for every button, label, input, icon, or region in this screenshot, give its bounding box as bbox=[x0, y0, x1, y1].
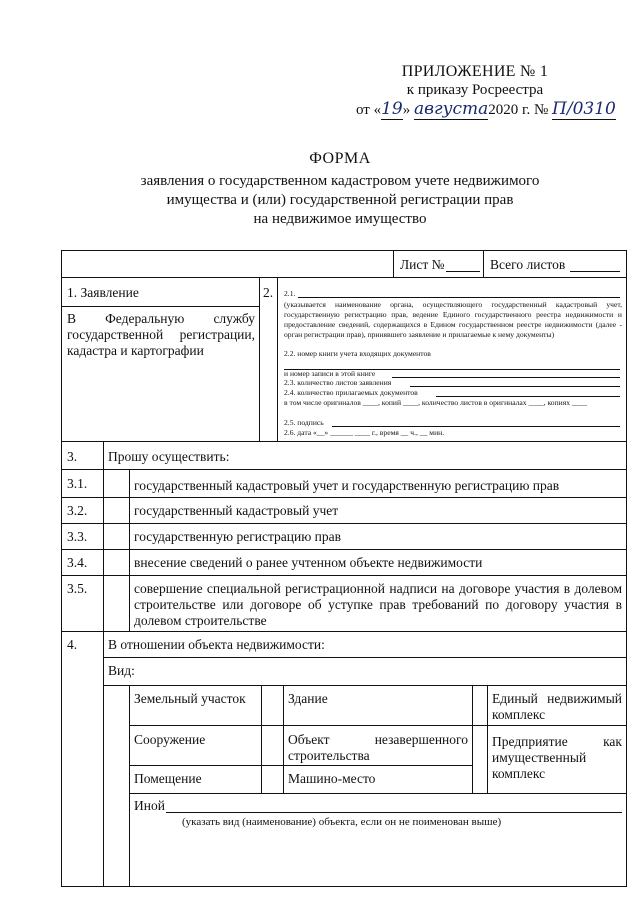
kind-building: Здание bbox=[288, 691, 328, 706]
section-3-label: Прошу осуществить: bbox=[108, 449, 230, 464]
recipient-agency: В Федеральную службу государственной регистрации, кадастра и картографии bbox=[67, 311, 255, 358]
section-2-number: 2. bbox=[263, 285, 274, 300]
field-2-3-label: 2.3. количество листов заявления bbox=[284, 378, 392, 387]
option-3-5-text: совершение специальной регистрационной надписи на договоре участия в долевом строительстве или договоре об уступке прав требований по договору участия в долевом строительстве bbox=[134, 581, 622, 628]
field-2-6-label: 2.6. дата «__» ______ ____ г., время __ ч., __ мин. bbox=[284, 428, 445, 437]
field-2-4-details: в том числе оригиналов ____, копий ____, количество листов в оригиналах ____, копиях ____ bbox=[284, 398, 588, 407]
field-2-4-label: 2.4. количество прилагаемых документов bbox=[284, 388, 418, 397]
kind-enterprise: Предприятие как имущественный комплекс bbox=[492, 734, 622, 781]
option-3-2-number: 3.2. bbox=[67, 503, 88, 518]
order-quote: » bbox=[402, 102, 411, 118]
section-4-label: В отношении объекта недвижимости: bbox=[108, 637, 325, 652]
order-header bbox=[330, 62, 620, 120]
order-reference: к приказу Росреестра bbox=[406, 82, 544, 98]
option-3-3-number: 3.3. bbox=[67, 529, 88, 544]
kind-unfinished-construction: Объект незавершенного строительства bbox=[288, 732, 468, 763]
option-3-1-number: 3.1. bbox=[67, 476, 88, 491]
form-subtitle-1: заявления о государственном кадастровом учете недвижимого bbox=[140, 173, 540, 189]
field-2-2-label: 2.2. номер книги учета входящих документов bbox=[284, 349, 431, 358]
kind-structure: Сооружение bbox=[134, 732, 206, 747]
kind-other-label: Иной bbox=[134, 798, 165, 813]
order-from: от « bbox=[356, 102, 382, 118]
form-subtitle-2: имущества и (или) государственной регистрации прав bbox=[166, 192, 514, 208]
kind-other-hint: (указать вид (наименование) объекта, если он не поименован выше) bbox=[182, 816, 502, 828]
order-date-number bbox=[330, 100, 620, 120]
form-title-block bbox=[60, 150, 620, 229]
option-3-4-text: внесение сведений о ранее учтенном объекте недвижимости bbox=[134, 555, 483, 570]
object-kind-label: Вид: bbox=[108, 663, 135, 678]
option-3-1-text: государственный кадастровый учет и государственную регистрацию прав bbox=[134, 478, 560, 493]
form-subtitle-3: на недвижимое имущество bbox=[253, 211, 427, 227]
kind-premises: Помещение bbox=[134, 771, 202, 786]
order-year: 2020 г. № bbox=[488, 102, 549, 118]
field-2-2-record: и номер записи в этой книге bbox=[284, 369, 376, 378]
section-1-label: 1. Заявление bbox=[67, 285, 139, 300]
order-number: П/0310 bbox=[552, 99, 616, 119]
option-3-5-number: 3.5. bbox=[67, 581, 88, 596]
order-day: 19 bbox=[381, 99, 403, 119]
form-title: ФОРМА bbox=[309, 150, 371, 167]
section-4-number: 4. bbox=[67, 637, 78, 652]
appendix-title: ПРИЛОЖЕНИЕ № 1 bbox=[401, 63, 549, 80]
order-month: августа bbox=[414, 99, 489, 119]
section-3-number: 3. bbox=[67, 449, 78, 464]
field-2-1-label: 2.1. bbox=[284, 289, 296, 298]
option-3-2-text: государственный кадастровый учет bbox=[134, 503, 339, 518]
total-sheets-label: Всего листов bbox=[490, 257, 566, 272]
sheet-number-label: Лист № bbox=[400, 257, 445, 272]
kind-parking-space: Машино-место bbox=[288, 771, 376, 786]
field-2-5-label: 2.5. подпись bbox=[284, 418, 324, 427]
kind-land-plot: Земельный участок bbox=[134, 691, 246, 706]
form-table bbox=[61, 250, 627, 887]
field-2-1-hint: (указывается наименование органа, осуществляющего государственный кадастровый учет, государственную регистрацию прав, ведение Единого государственного реестра недвижимости и предоставление сведений, содержащихся в Едином государственном реестре недвижимости (далее - орган регистрации прав), принявшего заявление и прилагаемые к нему документы) bbox=[284, 300, 622, 339]
option-3-3-text: государственную регистрацию прав bbox=[134, 529, 342, 544]
kind-single-complex: Единый недвижимый комплекс bbox=[492, 691, 622, 722]
option-3-4-number: 3.4. bbox=[67, 555, 88, 570]
